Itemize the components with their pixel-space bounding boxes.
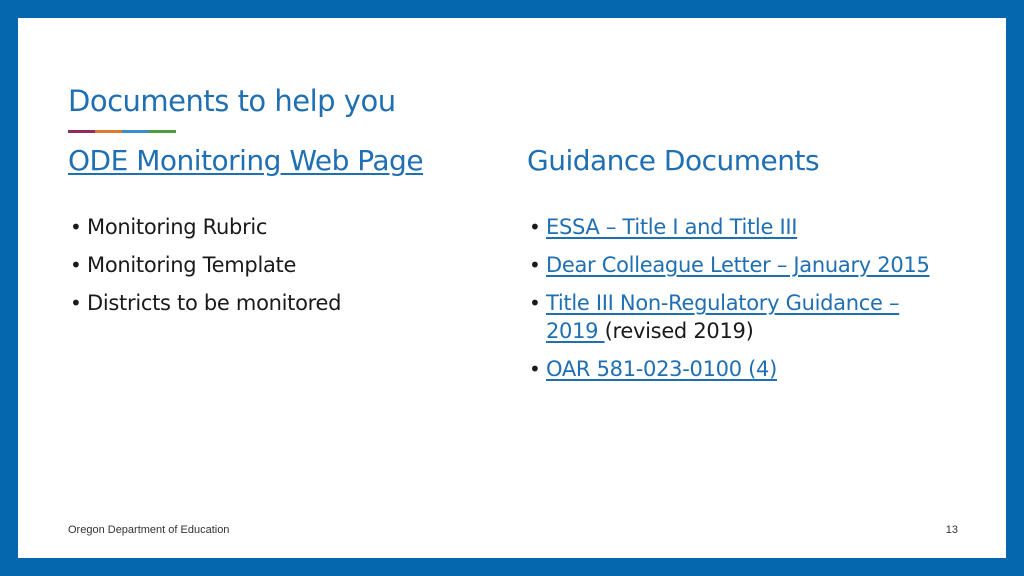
list-item-label: Monitoring Template: [87, 253, 297, 277]
list-item: [527, 251, 947, 279]
accent-segment: [122, 130, 149, 133]
list-item: [68, 251, 488, 279]
bullet-icon: •: [70, 291, 82, 315]
list-item-label: Districts to be monitored: [87, 291, 342, 315]
list-item-label: Monitoring Rubric: [87, 215, 268, 239]
guidance-documents-heading: Guidance Documents: [527, 144, 820, 177]
accent-segment: [95, 130, 122, 133]
slide: [18, 18, 1006, 558]
essa-title-link[interactable]: ESSA – Title I and Title III: [546, 215, 798, 239]
dear-colleague-letter-link[interactable]: Dear Colleague Letter – January 2015: [546, 253, 930, 277]
slide-title: Documents to help you: [68, 84, 396, 118]
page-number: 13: [945, 524, 958, 536]
title-iii-guidance-link[interactable]: Title III Non-Regulatory Guidance – 2019: [546, 291, 900, 343]
list-item: [527, 213, 947, 241]
bullet-icon: •: [529, 215, 541, 239]
oar-link[interactable]: OAR 581-023-0100 (4): [546, 357, 777, 381]
revised-note: (revised 2019): [604, 319, 754, 343]
footer-text: Oregon Department of Education: [68, 524, 230, 536]
right-bullet-list: [527, 213, 947, 393]
list-item: [68, 289, 488, 317]
accent-segment: [68, 130, 95, 133]
bullet-icon: •: [529, 357, 541, 381]
ode-monitoring-web-page-link[interactable]: ODE Monitoring Web Page: [68, 144, 424, 177]
list-item: [527, 289, 947, 345]
bullet-icon: •: [70, 215, 82, 239]
bullet-icon: •: [70, 253, 82, 277]
left-bullet-list: [68, 213, 488, 327]
bullet-icon: •: [529, 291, 541, 315]
accent-segment: [149, 130, 176, 133]
title-accent-bar: [68, 130, 176, 133]
list-item: [527, 355, 947, 383]
bullet-icon: •: [529, 253, 541, 277]
list-item: [68, 213, 488, 241]
